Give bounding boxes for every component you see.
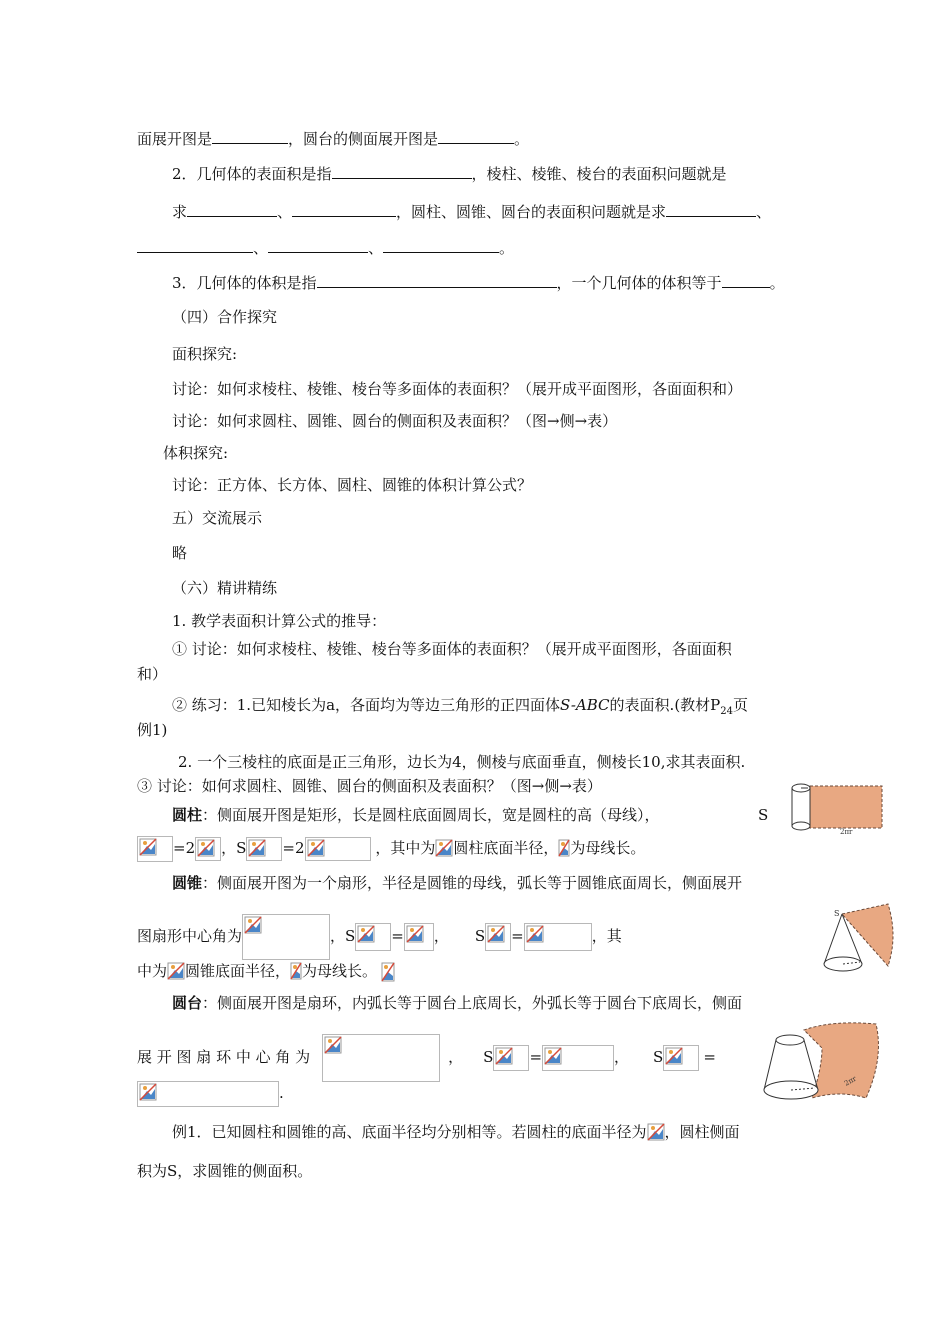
text-line: 讨论：如何求圆柱、圆锥、圆台的侧面积及表面积？（图→侧→表） — [172, 412, 618, 430]
answer-blank — [438, 128, 514, 144]
formula-image — [137, 836, 173, 862]
broken-image-icon — [495, 1047, 513, 1065]
broken-image-icon — [167, 962, 185, 980]
answer-blank — [332, 163, 472, 179]
frustum-unfold-figure — [760, 1018, 882, 1108]
broken-image-icon — [244, 916, 262, 934]
answer-blank — [317, 272, 557, 288]
cylinder-unfold-figure — [786, 780, 886, 836]
answer-blank — [137, 237, 253, 253]
text-line: 3．几何体的体积是指 ，一个几何体的体积等于 。 — [172, 274, 785, 292]
broken-image-icon — [324, 1036, 342, 1054]
formula-image — [322, 1034, 440, 1082]
broken-image-icon — [558, 839, 570, 857]
formula-image — [246, 837, 282, 861]
formula-image — [542, 1045, 614, 1071]
text-line: 2．几何体的表面积是指 ，棱柱、棱锥、棱台的表面积问题就是 — [172, 165, 727, 183]
broken-image-icon — [357, 925, 375, 943]
formula-line: 展 开 图 扇 环 中 心 角 为 ， S = ， S = — [137, 1034, 716, 1082]
text-line: 面展开图是 ，圆台的侧面展开图是 。 — [137, 130, 530, 148]
formula-image — [493, 1045, 529, 1071]
answer-blank — [292, 201, 396, 217]
broken-image-icon — [139, 1083, 157, 1101]
formula-label: S — [758, 806, 769, 824]
text-line: ③ 讨论：如何求圆柱、圆锥、圆台的侧面积及表面积？（图→侧→表） — [137, 777, 602, 795]
formula-image — [137, 1081, 279, 1107]
answer-blank — [383, 237, 499, 253]
text-line: 和） — [137, 665, 168, 683]
broken-image-icon — [544, 1047, 562, 1065]
formula-image — [663, 1045, 699, 1071]
formula-image — [524, 923, 592, 951]
broken-image-icon — [406, 925, 424, 943]
broken-image-icon — [139, 838, 157, 856]
section-heading: （四）合作探究 — [172, 308, 278, 326]
text-line: 积为S，求圆锥的侧面积。 — [137, 1162, 313, 1180]
answer-blank — [187, 201, 277, 217]
figure-label: 2πr — [843, 1074, 858, 1088]
answer-blank — [212, 128, 288, 144]
broken-image-icon — [665, 1047, 683, 1065]
formula-line: =2 ，S =2 ，其中为 圆柱底面半径， 为母线长。 — [137, 835, 645, 862]
broken-image-icon — [248, 839, 266, 857]
text-line: 2. 一个三棱柱的底面是正三角形，边长为4，侧棱与底面垂直，侧棱长10,求其表面积. — [178, 753, 746, 771]
section-heading: 五）交流展示 — [172, 509, 263, 527]
text-line: ② 练习：1.已知棱长为a，各面均为等边三角形的正四面体S-ABC的表面积.(教材$P_{24}$页 — [172, 696, 749, 717]
formula-image — [404, 923, 434, 951]
cone-unfold-figure — [816, 900, 900, 982]
formula-image — [195, 837, 221, 861]
answer-blank — [722, 272, 770, 288]
section-heading: （六）精讲精练 — [172, 579, 278, 597]
text-line: 讨论：如何求棱柱、棱锥、棱台等多面体的表面积？（展开成平面图形，各面面积和） — [172, 380, 743, 398]
broken-image-icon — [435, 839, 453, 857]
figure-label: 2πr — [840, 828, 853, 836]
text-line: 讨论：正方体、长方体、圆柱、圆锥的体积计算公式？ — [172, 476, 533, 494]
formula-image — [355, 923, 391, 951]
text-line: 略 — [172, 544, 188, 562]
broken-image-icon — [307, 839, 325, 857]
broken-image-icon — [381, 962, 395, 980]
answer-blank — [666, 201, 756, 217]
sub-heading: 面积探究: — [172, 345, 238, 363]
text-line: 圆柱：侧面展开图是矩形，长是圆柱底面圆周长，宽是圆柱的高（母线）， — [172, 806, 660, 824]
formula-line: 图扇形中心角为 ，S = ， S = ，其 — [137, 914, 622, 960]
text-line: 1. 教学表面积计算公式的推导： — [172, 612, 387, 630]
answer-blank — [268, 237, 368, 253]
formula-image — [242, 914, 330, 960]
broken-image-icon — [290, 962, 302, 980]
formula-image — [485, 923, 511, 951]
text-line: 例1) — [137, 721, 168, 739]
formula-line: . — [137, 1080, 284, 1107]
text-line: 圆台：侧面展开图是扇环，内弧长等于圆台上底周长，外弧长等于圆台下底周长，侧面 — [172, 994, 743, 1012]
text-line: 求 、 ，圆柱、圆锥、圆台的表面积问题就是求 、 — [172, 203, 772, 221]
text-line: 圆锥：侧面展开图为一个扇形，半径是圆锥的母线，弧长等于圆锥底面周长，侧面展开 — [172, 874, 743, 892]
formula-line: 中为 圆锥底面半径， 为母线长。 — [137, 961, 395, 981]
sub-heading: 体积探究: — [163, 444, 229, 462]
broken-image-icon — [647, 1123, 665, 1141]
broken-image-icon — [487, 925, 505, 943]
broken-image-icon — [526, 925, 544, 943]
text-line: 例1．已知圆柱和圆锥的高、底面半径均分别相等。若圆柱的底面半径为 ，圆柱侧面 — [172, 1123, 740, 1141]
figure-label: S — [834, 909, 840, 918]
formula-image — [305, 837, 371, 861]
text-line: 、 、 。 — [137, 237, 514, 258]
broken-image-icon — [197, 839, 215, 857]
text-line: ① 讨论：如何求棱柱、棱锥、棱台等多面体的表面积？（展开成平面图形，各面面积 — [172, 640, 732, 658]
